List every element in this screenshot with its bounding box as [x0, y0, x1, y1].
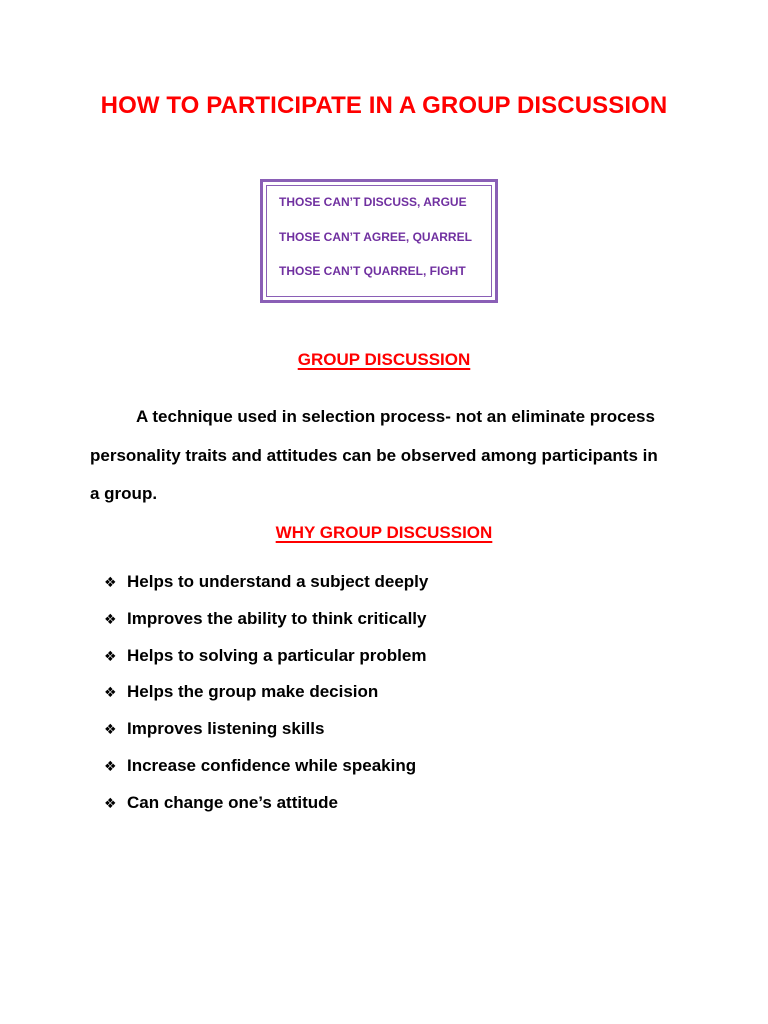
list-item-text: Helps to understand a subject deeply [127, 572, 429, 591]
list-item [104, 647, 428, 684]
list-item-text: Improves listening skills [127, 719, 325, 739]
paragraph-line: A technique used in selection process- not an eliminate process [136, 407, 655, 426]
benefits-list [104, 573, 428, 831]
diamond-bullet-icon: ❖ [104, 795, 117, 812]
list-item [104, 757, 428, 794]
list-item-text: Helps to solving a particular problem [127, 645, 427, 665]
group-discussion-heading-text: GROUP DISCUSSION [297, 350, 471, 369]
list-item [104, 794, 428, 831]
quote-box [260, 179, 498, 303]
quote-line-agree: THOSE CAN’T AGREE, QUARREL [279, 229, 472, 244]
list-item-text: Increase confidence while speaking [127, 755, 417, 775]
paragraph-line: personality traits and attitudes can be observed among participants in [90, 445, 658, 465]
group-discussion-paragraph [90, 398, 690, 514]
quote-line-discuss: THOSE CAN’T DISCUSS, ARGUE [279, 195, 467, 209]
quote-box-inner-border [266, 185, 492, 297]
diamond-bullet-icon: ❖ [104, 722, 117, 739]
list-item-text: Can change one’s attitude [127, 792, 338, 812]
diamond-bullet-icon: ❖ [104, 611, 117, 628]
list-item [104, 610, 428, 647]
diamond-bullet-icon: ❖ [104, 648, 117, 665]
why-group-discussion-heading [0, 523, 768, 543]
why-group-discussion-heading-text: WHY GROUP DISCUSSION [275, 523, 493, 542]
list-item [104, 720, 428, 757]
quote-line-quarrel: THOSE CAN’T QUARREL, FIGHT [279, 264, 466, 278]
group-discussion-heading [0, 350, 768, 370]
list-item-text: Improves the ability to think critically [127, 608, 427, 628]
diamond-bullet-icon: ❖ [104, 685, 117, 702]
page-title: HOW TO PARTICIPATE IN A GROUP DISCUSSION [100, 92, 668, 119]
diamond-bullet-icon: ❖ [104, 758, 117, 775]
list-item [104, 683, 428, 720]
paragraph-line: a group. [90, 484, 158, 503]
list-item [104, 573, 428, 610]
diamond-bullet-icon: ❖ [104, 575, 117, 591]
list-item-text: Helps the group make decision [127, 682, 379, 702]
